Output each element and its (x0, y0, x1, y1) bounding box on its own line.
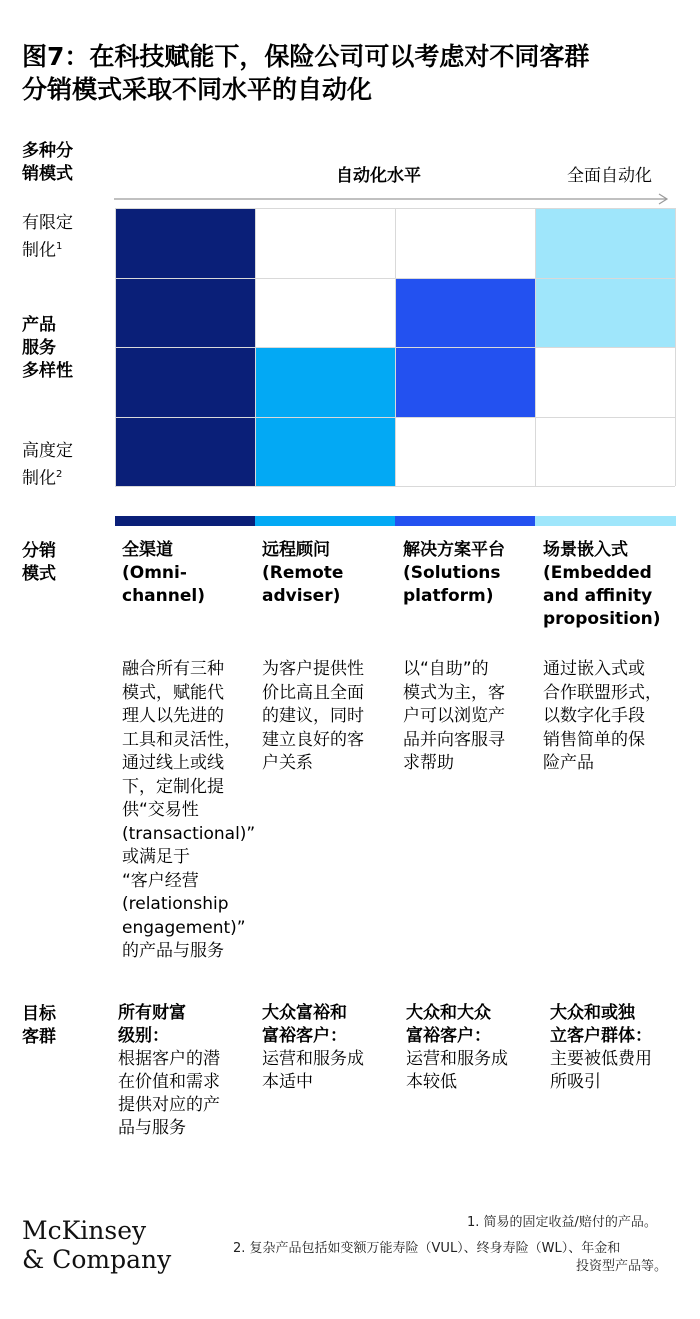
section-label-target (22, 1003, 56, 1049)
description-line: 理人以先进的 (122, 706, 224, 726)
row-label-mid-line-2: 服务 (22, 338, 56, 358)
row-label-bot-line-2: 制化 (22, 468, 56, 489)
matrix-cell (395, 347, 535, 417)
target-heading-remote-adviser (262, 1002, 402, 1094)
heading-line: 解决方案平台 (403, 540, 505, 560)
description-line: 的产品与服务 (122, 941, 224, 961)
target-heading-line: 级别： (118, 1026, 169, 1046)
heading-line: (Omni- (122, 563, 187, 583)
matrix-cell (535, 278, 675, 348)
description-line: 模式，赋能代 (122, 682, 224, 703)
section-channel-line-1: 分销 (22, 541, 56, 561)
color-band (535, 516, 676, 526)
row-label-mid-line-1: 产品 (22, 315, 56, 335)
logo-line-2: & Company (22, 1245, 172, 1274)
target-description-line: 品与服务 (118, 1118, 186, 1138)
matrix-cell (535, 208, 675, 278)
target-description-line: 运营和服务成 (406, 1049, 508, 1069)
y-axis-title-line-2: 销模式 (22, 164, 73, 184)
target-heading-line: 大众和大众 (406, 1003, 491, 1023)
grid-line (255, 208, 256, 486)
matrix-cell (255, 208, 395, 278)
description-line: 供“交易性 (122, 800, 199, 820)
description-line: 下，定制化提 (122, 776, 224, 797)
description-line: 融合所有三种 (122, 659, 224, 679)
target-description-line: 运营和服务成 (262, 1049, 364, 1069)
matrix-cell (115, 278, 255, 348)
description-line: 通过线上或线 (122, 753, 224, 773)
row-label-high-customization (22, 440, 73, 491)
column-description-solutions-platform (403, 658, 543, 776)
x-axis-end-label: 全面自动化 (567, 166, 652, 186)
column-heading-remote-adviser (262, 539, 402, 608)
figure-title (22, 40, 682, 106)
heading-line: channel) (122, 586, 205, 606)
title-line-2: 分销模式采取不同水平的自动化 (22, 75, 373, 104)
description-line: “客户经营 (122, 870, 199, 891)
description-line: 建立良好的客 (262, 729, 364, 750)
footnote-2-line-2: 投资型产品等。 (576, 1259, 668, 1274)
heading-line: (Remote (262, 563, 344, 583)
x-axis-label: 自动化水平 (336, 166, 421, 186)
heading-line: platform) (403, 586, 494, 606)
description-line: 险产品 (543, 753, 594, 773)
column-description-omni-channel (122, 658, 262, 964)
footnote-ref-1: 1 (56, 241, 63, 252)
description-line: engagement)” (122, 917, 246, 938)
matrix-cell (395, 208, 535, 278)
target-description-line: 所吸引 (550, 1072, 601, 1092)
logo-line-1: McKinsey (22, 1216, 147, 1245)
column-heading-embedded-affinity (543, 539, 683, 631)
heading-line: 全渠道 (122, 540, 173, 560)
row-label-top-line-1: 有限定 (22, 213, 73, 233)
description-line: 或满足于 (122, 847, 190, 867)
target-heading-line: 富裕客户： (406, 1026, 491, 1046)
matrix-cell (115, 417, 255, 487)
target-description-line: 在价值和需求 (118, 1072, 220, 1092)
color-band (115, 516, 256, 526)
description-line: 户关系 (262, 753, 313, 773)
description-line: 以数字化手段 (543, 706, 645, 726)
description-line: 为客户提供性 (262, 659, 364, 679)
column-heading-omni-channel (122, 539, 262, 608)
description-line: 通过嵌入式或 (543, 659, 645, 679)
footnote-1: 1. 简易的固定收益/赔付的产品。 (467, 1215, 657, 1230)
matrix-cell (395, 278, 535, 348)
description-line: (transactional)” (122, 823, 256, 844)
heading-line: and affinity (543, 586, 653, 606)
row-label-mid-line-3: 多样性 (22, 361, 73, 381)
matrix-cell (535, 347, 675, 417)
matrix-cell (395, 417, 535, 487)
target-description-line: 本适中 (262, 1072, 313, 1092)
channel-color-bands (115, 516, 675, 526)
heading-line: 远程顾问 (262, 540, 330, 560)
description-line: 户可以浏览产 (403, 706, 505, 726)
description-line: 模式为主，客 (403, 682, 505, 703)
target-heading-solutions-platform (406, 1002, 546, 1094)
heading-line: (Embedded (543, 563, 652, 583)
heading-line: proposition) (543, 609, 661, 629)
y-axis-title (22, 140, 73, 186)
title-line-1: 图7：在科技赋能下，保险公司可以考虑对不同客群 (22, 42, 590, 71)
column-description-embedded-affinity (543, 658, 683, 776)
section-target-line-1: 目标 (22, 1004, 56, 1024)
target-heading-line: 所有财富 (118, 1003, 186, 1023)
row-label-top-line-2: 制化 (22, 240, 56, 261)
matrix-cell (115, 208, 255, 278)
description-line: 工具和灵活性， (122, 729, 241, 750)
row-label-product-diversity (22, 314, 73, 383)
matrix-cell (255, 347, 395, 417)
color-band (395, 516, 536, 526)
description-line: 品并向客服寻 (403, 729, 505, 750)
y-axis-title-line-1: 多种分 (22, 141, 73, 161)
target-heading-embedded-affinity (550, 1002, 690, 1094)
automation-matrix (115, 208, 675, 486)
description-line: 价比高且全面 (262, 682, 364, 703)
target-heading-line: 富裕客户： (262, 1026, 347, 1046)
row-label-limited-customization (22, 212, 73, 263)
grid-line (675, 208, 676, 486)
mckinsey-logo (22, 1216, 171, 1274)
description-line: 以“自助”的 (403, 659, 489, 679)
target-heading-omni-channel (118, 1002, 258, 1140)
description-line: 求帮助 (403, 753, 454, 773)
target-description-line: 根据客户的潜 (118, 1049, 220, 1069)
grid-line (115, 208, 116, 486)
heading-line: 场景嵌入式 (543, 540, 628, 560)
column-description-remote-adviser (262, 658, 402, 776)
target-heading-line: 立客户群体： (550, 1026, 652, 1046)
row-label-bot-line-1: 高度定 (22, 441, 73, 461)
section-channel-line-2: 模式 (22, 564, 56, 584)
heading-line: adviser) (262, 586, 341, 606)
matrix-cell (115, 347, 255, 417)
grid-line (535, 208, 536, 486)
description-line: 销售简单的保 (543, 729, 645, 750)
section-label-channel (22, 540, 56, 586)
target-heading-line: 大众富裕和 (262, 1003, 347, 1023)
target-heading-line: 大众和或独 (550, 1003, 635, 1023)
target-description-line: 主要被低费用 (550, 1049, 652, 1069)
column-heading-solutions-platform (403, 539, 543, 608)
description-line: 的建议，同时 (262, 706, 364, 726)
matrix-cell (255, 417, 395, 487)
description-line: 合作联盟形式， (543, 682, 662, 703)
footnote-2-line-1: 2. 复杂产品包括如变额万能寿险（VUL）、终身寿险（WL）、年金和 (233, 1241, 621, 1256)
target-description-line: 本较低 (406, 1072, 457, 1092)
grid-line (395, 208, 396, 486)
matrix-cell (255, 278, 395, 348)
footnote-ref-2: 2 (56, 469, 63, 480)
description-line: (relationship (122, 894, 229, 914)
color-band (255, 516, 396, 526)
target-description-line: 提供对应的产 (118, 1095, 220, 1115)
grid-line (115, 486, 675, 487)
matrix-cell (535, 417, 675, 487)
section-target-line-2: 客群 (22, 1027, 56, 1047)
x-axis-arrow (112, 192, 672, 206)
heading-line: (Solutions (403, 563, 501, 583)
